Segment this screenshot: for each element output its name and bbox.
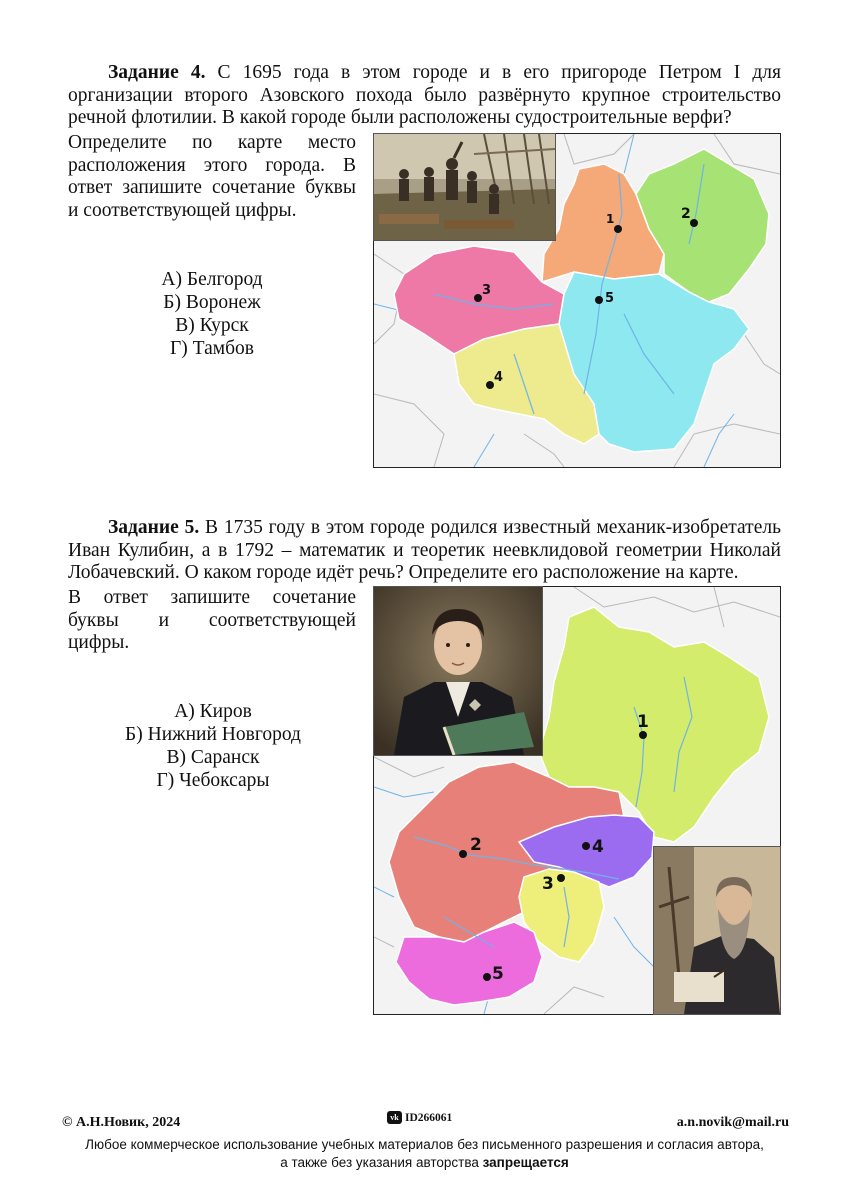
- footer-notice-line1: Любое коммерческое использование учебных материалов без письменного разрешения и согласия автора,: [85, 1137, 764, 1152]
- kulibin-portrait-image: [653, 846, 781, 1015]
- task5-options: [113, 700, 313, 792]
- task4-option-c: В) Курск: [175, 315, 249, 336]
- shipyard-painting-image: [373, 133, 556, 241]
- footer-notice-prohibited: запрещается: [482, 1155, 569, 1170]
- task5-instruction: [68, 587, 356, 655]
- task4-intro: [68, 62, 781, 130]
- vk-icon: vk: [387, 1111, 402, 1124]
- task4-option-b: Б) Воронеж: [163, 292, 261, 313]
- map-point-label: 3: [542, 874, 554, 894]
- task4-instruction-line: Определите по карте место: [68, 132, 356, 153]
- map-point-3: [557, 874, 565, 882]
- map-point-4: [486, 381, 494, 389]
- task5-option-c: В) Саранск: [166, 747, 260, 768]
- task5-instruction-line: В ответ запишите сочетание: [68, 587, 356, 608]
- map-point-1: [614, 225, 622, 233]
- map-point-2: [459, 850, 467, 858]
- task4-instruction-line: и соответствующей цифры.: [68, 199, 297, 221]
- task4-option-a: А) Белгород: [161, 269, 263, 290]
- task5-instruction-line: буквы и соответствующей: [68, 609, 356, 631]
- task5-heading: Задание 5.: [108, 517, 200, 538]
- map-point-label: 1: [606, 212, 615, 226]
- footer-copyright: © А.Н.Новик, 2024: [62, 1115, 181, 1130]
- map-point-label: 2: [470, 835, 482, 855]
- footer-notice-line2: [0, 1154, 849, 1172]
- map-point-label: 4: [494, 370, 504, 385]
- map-point-label: 5: [605, 291, 615, 306]
- task4-instruction-line: расположения этого города. В: [68, 154, 356, 176]
- footer-vk-id: ID266061: [405, 1111, 453, 1124]
- map-point-5: [483, 973, 491, 981]
- footer-vk[interactable]: [387, 1111, 452, 1124]
- footer-top-line: [62, 1111, 789, 1135]
- task4-instruction-line: ответ запишите сочетание буквы: [68, 177, 356, 199]
- map-point-label: 3: [482, 283, 492, 298]
- map-point-label: 5: [492, 964, 504, 984]
- map-point-5: [595, 296, 603, 304]
- map-point-label: 2: [681, 206, 691, 222]
- map-point-4: [582, 842, 590, 850]
- task5-instruction-line: цифры.: [68, 632, 130, 654]
- footer-notice: [0, 1136, 849, 1172]
- task4-options: [142, 268, 282, 360]
- task4-heading: Задание 4.: [108, 62, 206, 83]
- map-point-label: 1: [637, 712, 649, 732]
- task4-instruction: [68, 132, 356, 222]
- task5-option-a: А) Киров: [174, 701, 252, 722]
- task5-question: В 1735 году в этом городе родился известный механик-изобретатель Иван Кулибин, а в 1792 – математик и теоретик неевклидовой геометрии Николай Лобачевский. О каком городе идёт речь? Определите его расположение на карте.: [68, 517, 781, 584]
- task5-intro: [68, 517, 781, 585]
- map-point-3: [474, 294, 482, 302]
- map-point-2: [690, 219, 698, 227]
- footer-email[interactable]: a.n.novik@mail.ru: [676, 1115, 789, 1130]
- task4-question: С 1695 года в этом городе и в его пригороде Петром I для организации второго Азовского похода было развёрнуто крупное строительство речной флотилии. В какой городе были расположены судостроительные верфи?: [68, 62, 781, 129]
- map-point-1: [639, 731, 647, 739]
- task5-option-b: Б) Нижний Новгород: [125, 724, 301, 745]
- footer-notice-line2-text: а также без указания авторства: [280, 1155, 483, 1170]
- lobachevsky-portrait-image: [373, 586, 543, 756]
- map-point-label: 4: [592, 837, 604, 857]
- task4-option-d: Г) Тамбов: [170, 338, 254, 359]
- task5-option-d: Г) Чебоксары: [156, 770, 270, 791]
